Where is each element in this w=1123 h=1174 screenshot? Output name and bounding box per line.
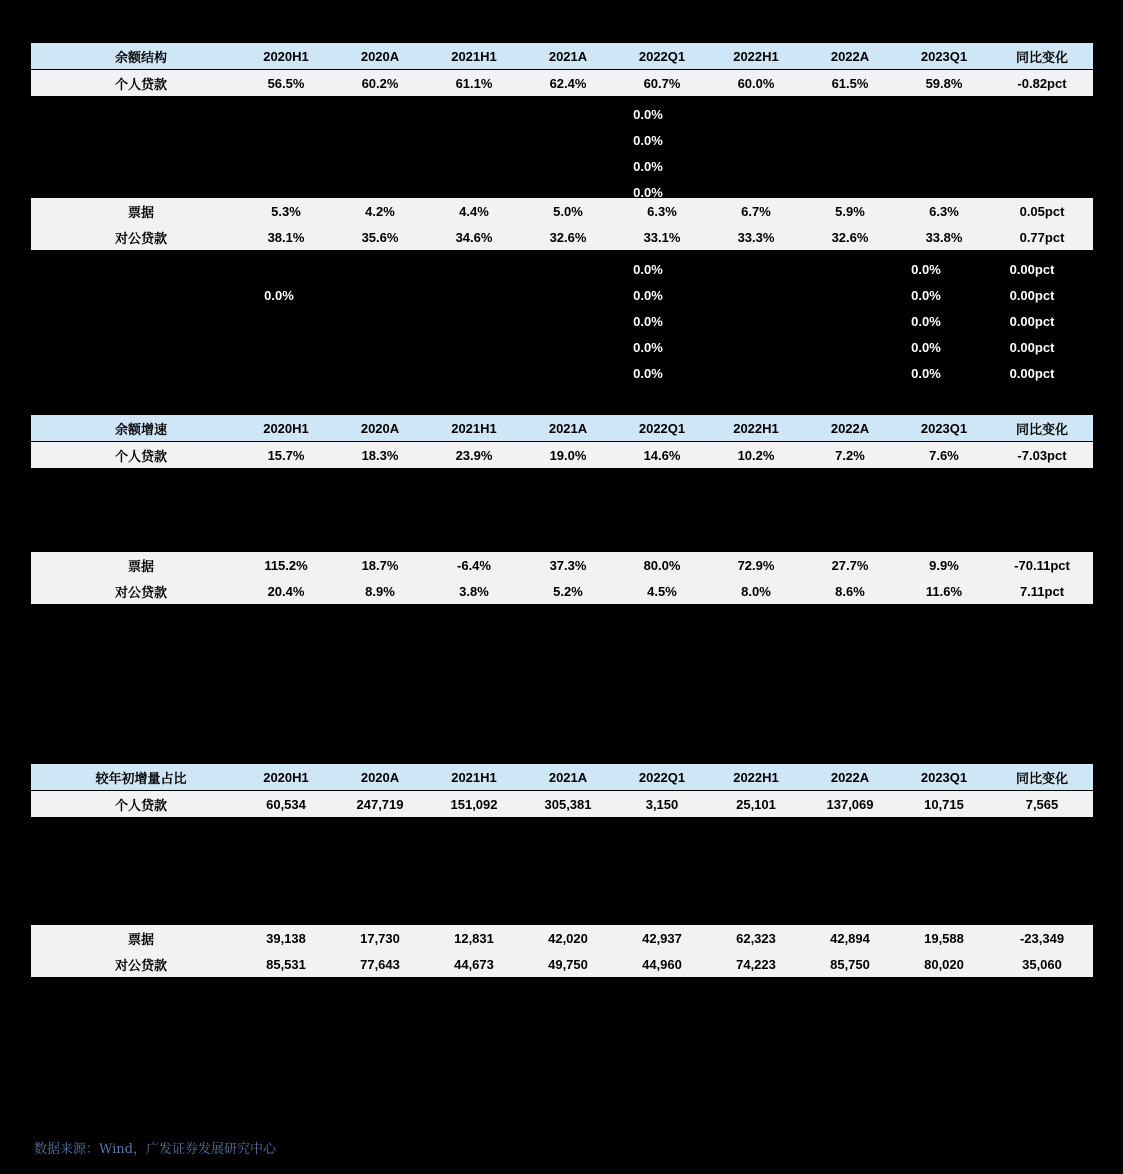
overflow-value: 0.0% xyxy=(633,185,663,200)
column-header: 2022H1 xyxy=(709,43,803,70)
table-ytd-increment-share-cont xyxy=(31,925,1093,978)
table-cell: 19,588 xyxy=(897,925,991,951)
overflow-value: 0.0% xyxy=(264,288,294,303)
table-cell: 11.6% xyxy=(897,578,991,605)
table-cell: 7,565 xyxy=(991,791,1093,818)
column-header: 2022Q1 xyxy=(615,43,709,70)
table-row xyxy=(31,925,1093,951)
table-cell: 6.3% xyxy=(897,198,991,224)
table-balance-growth-cont xyxy=(31,552,1093,605)
table-cell: 7.2% xyxy=(803,442,897,469)
table-cell: 5.0% xyxy=(521,198,615,224)
table-cell: 4.4% xyxy=(427,198,521,224)
overflow-value: 0.0% xyxy=(633,366,663,381)
table-cell: 10.2% xyxy=(709,442,803,469)
table-cell: 44,960 xyxy=(615,951,709,978)
table-cell: 3.8% xyxy=(427,578,521,605)
overflow-value: 0.0% xyxy=(633,107,663,122)
column-header: 2022Q1 xyxy=(615,764,709,791)
table-cell: 18.7% xyxy=(333,552,427,578)
row-label: 票据 xyxy=(31,198,239,224)
table-cell: 32.6% xyxy=(521,224,615,251)
table-cell: 10,715 xyxy=(897,791,991,818)
column-header: 同比变化 xyxy=(991,43,1093,70)
table-cell: 23.9% xyxy=(427,442,521,469)
table-cell: 4.2% xyxy=(333,198,427,224)
table-cell: 20.4% xyxy=(239,578,333,605)
table-cell: 38.1% xyxy=(239,224,333,251)
row-label: 个人贷款 xyxy=(31,791,239,818)
table-cell: 60.7% xyxy=(615,70,709,97)
overflow-value: 0.0% xyxy=(633,262,663,277)
table-title: 余额增速 xyxy=(31,415,239,442)
overflow-value: 0.0% xyxy=(633,340,663,355)
table-row xyxy=(31,198,1093,224)
table-cell: 62.4% xyxy=(521,70,615,97)
table-cell: -0.82pct xyxy=(991,70,1093,97)
overflow-value: 0.0% xyxy=(633,133,663,148)
overflow-value: 0.0% xyxy=(911,314,941,329)
table-cell: 80.0% xyxy=(615,552,709,578)
table-cell: 19.0% xyxy=(521,442,615,469)
table-cell: 14.6% xyxy=(615,442,709,469)
table-cell: 7.11pct xyxy=(991,578,1093,605)
table-cell: 39,138 xyxy=(239,925,333,951)
column-header: 2023Q1 xyxy=(897,764,991,791)
table-cell: 85,531 xyxy=(239,951,333,978)
column-header: 2022A xyxy=(803,764,897,791)
table-row xyxy=(31,70,1093,97)
table-header-row xyxy=(31,415,1093,442)
table-cell: 137,069 xyxy=(803,791,897,818)
table-cell: -23,349 xyxy=(991,925,1093,951)
column-header: 2021A xyxy=(521,415,615,442)
table-cell: 33.3% xyxy=(709,224,803,251)
column-header: 2021A xyxy=(521,43,615,70)
overflow-value: 0.0% xyxy=(633,159,663,174)
table-cell: 35,060 xyxy=(991,951,1093,978)
table-cell: 60.2% xyxy=(333,70,427,97)
table-cell: 6.3% xyxy=(615,198,709,224)
column-header: 2020H1 xyxy=(239,415,333,442)
table-ytd-increment-share xyxy=(31,763,1093,817)
table-cell: 27.7% xyxy=(803,552,897,578)
column-header: 2021H1 xyxy=(427,43,521,70)
table-cell: 247,719 xyxy=(333,791,427,818)
column-header: 同比变化 xyxy=(991,764,1093,791)
table-cell: 8.9% xyxy=(333,578,427,605)
table-cell: 305,381 xyxy=(521,791,615,818)
column-header: 2020A xyxy=(333,415,427,442)
column-header: 2022A xyxy=(803,43,897,70)
table-cell: -7.03pct xyxy=(991,442,1093,469)
column-header: 2022Q1 xyxy=(615,415,709,442)
table-cell: 17,730 xyxy=(333,925,427,951)
table-cell: 77,643 xyxy=(333,951,427,978)
table-cell: 72.9% xyxy=(709,552,803,578)
table-cell: 37.3% xyxy=(521,552,615,578)
table-cell: 42,020 xyxy=(521,925,615,951)
column-header: 同比变化 xyxy=(991,415,1093,442)
overflow-value: 0.00pct xyxy=(1009,288,1055,303)
table-header-row xyxy=(31,764,1093,791)
table-balance-growth xyxy=(31,414,1093,468)
table-cell: 80,020 xyxy=(897,951,991,978)
column-header: 2021H1 xyxy=(427,764,521,791)
table-title: 较年初增量占比 xyxy=(31,764,239,791)
table-cell: 12,831 xyxy=(427,925,521,951)
table-cell: 33.1% xyxy=(615,224,709,251)
table-title: 余额结构 xyxy=(31,43,239,70)
table-cell: 34.6% xyxy=(427,224,521,251)
table-cell: 5.2% xyxy=(521,578,615,605)
row-label: 个人贷款 xyxy=(31,70,239,97)
table-cell: 61.1% xyxy=(427,70,521,97)
table-cell: 151,092 xyxy=(427,791,521,818)
table-cell: 8.6% xyxy=(803,578,897,605)
column-header: 2022H1 xyxy=(709,415,803,442)
column-header: 2023Q1 xyxy=(897,415,991,442)
row-label: 票据 xyxy=(31,552,239,578)
row-label: 对公贷款 xyxy=(31,951,239,978)
column-header: 2020H1 xyxy=(239,764,333,791)
table-cell: 35.6% xyxy=(333,224,427,251)
table-row xyxy=(31,442,1093,469)
table-cell: 61.5% xyxy=(803,70,897,97)
table-cell: 5.3% xyxy=(239,198,333,224)
table-cell: 44,673 xyxy=(427,951,521,978)
row-label: 个人贷款 xyxy=(31,442,239,469)
overflow-value: 0.00pct xyxy=(1009,314,1055,329)
overflow-value: 0.0% xyxy=(633,288,663,303)
table-cell: 4.5% xyxy=(615,578,709,605)
table-cell: 42,937 xyxy=(615,925,709,951)
table-cell: 0.77pct xyxy=(991,224,1093,251)
table-cell: 60,534 xyxy=(239,791,333,818)
column-header: 2021A xyxy=(521,764,615,791)
column-header: 2021H1 xyxy=(427,415,521,442)
table-cell: 3,150 xyxy=(615,791,709,818)
row-label: 票据 xyxy=(31,925,239,951)
table-cell: 60.0% xyxy=(709,70,803,97)
table-cell: 59.8% xyxy=(897,70,991,97)
table-cell: 74,223 xyxy=(709,951,803,978)
overflow-value: 0.00pct xyxy=(1009,366,1055,381)
column-header: 2020A xyxy=(333,43,427,70)
table-cell: 18.3% xyxy=(333,442,427,469)
table-row xyxy=(31,951,1093,978)
table-cell: -70.11pct xyxy=(991,552,1093,578)
table-cell: 56.5% xyxy=(239,70,333,97)
table-cell: 62,323 xyxy=(709,925,803,951)
column-header: 2023Q1 xyxy=(897,43,991,70)
table-cell: 85,750 xyxy=(803,951,897,978)
column-header: 2022A xyxy=(803,415,897,442)
table-cell: 0.05pct xyxy=(991,198,1093,224)
row-label: 对公贷款 xyxy=(31,224,239,251)
overflow-value: 0.0% xyxy=(911,262,941,277)
table-cell: 32.6% xyxy=(803,224,897,251)
table-cell: 25,101 xyxy=(709,791,803,818)
table-cell: 15.7% xyxy=(239,442,333,469)
row-label: 对公贷款 xyxy=(31,578,239,605)
table-balance-structure xyxy=(31,42,1093,96)
table-cell: 7.6% xyxy=(897,442,991,469)
column-header: 2020H1 xyxy=(239,43,333,70)
overflow-value: 0.0% xyxy=(911,288,941,303)
table-cell: -6.4% xyxy=(427,552,521,578)
table-cell: 49,750 xyxy=(521,951,615,978)
overflow-value: 0.0% xyxy=(633,314,663,329)
source-note: 数据来源：Wind，广发证券发展研究中心 xyxy=(34,1142,276,1157)
table-cell: 9.9% xyxy=(897,552,991,578)
overflow-value: 0.00pct xyxy=(1009,340,1055,355)
column-header: 2022H1 xyxy=(709,764,803,791)
table-row xyxy=(31,578,1093,605)
table-row xyxy=(31,791,1093,818)
table-cell: 5.9% xyxy=(803,198,897,224)
column-header: 2020A xyxy=(333,764,427,791)
table-cell: 6.7% xyxy=(709,198,803,224)
overflow-value: 0.0% xyxy=(911,366,941,381)
overflow-value: 0.0% xyxy=(911,340,941,355)
table-cell: 8.0% xyxy=(709,578,803,605)
table-cell: 115.2% xyxy=(239,552,333,578)
table-cell: 42,894 xyxy=(803,925,897,951)
table-balance-structure-cont xyxy=(31,198,1093,251)
table-header-row xyxy=(31,43,1093,70)
table-row xyxy=(31,552,1093,578)
table-cell: 33.8% xyxy=(897,224,991,251)
overflow-value: 0.00pct xyxy=(1009,262,1055,277)
table-row xyxy=(31,224,1093,251)
